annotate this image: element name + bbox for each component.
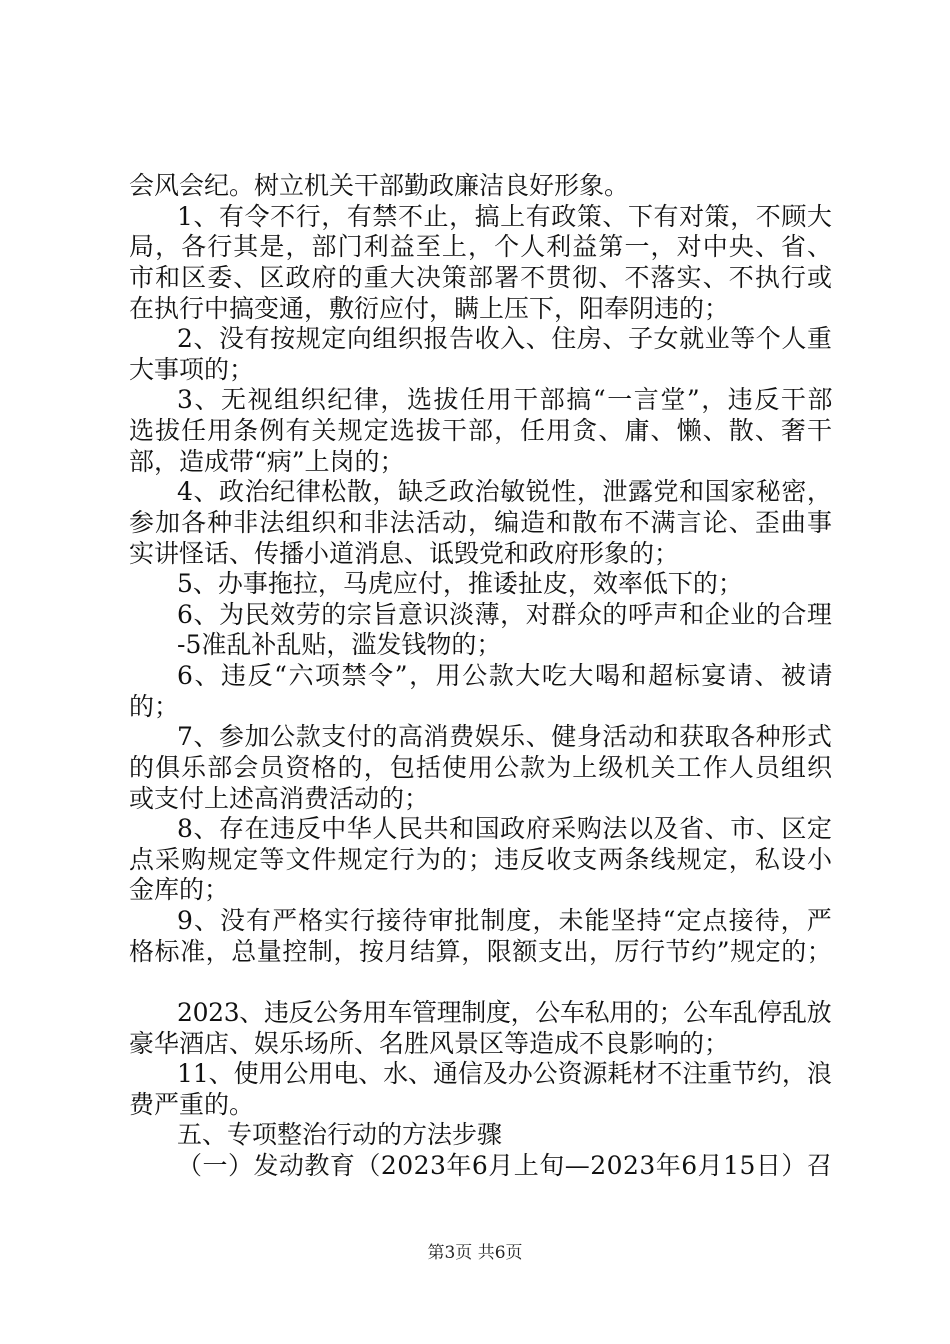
text-line-9: 选拔任用条例有关规定选拔干部，任用贪、庸、懒、散、奢干: [129, 416, 834, 445]
text-line-28: 豪华酒店、娱乐场所、名胜风景区等造成不良影响的；: [129, 1029, 730, 1058]
text-line-7: 大事项的；: [129, 355, 255, 384]
text-line-10: 部，造成带“病”上岗的；: [129, 447, 405, 476]
text-line-4: 市和区委、区政府的重大决策部署不贯彻、不落实、不执行或: [129, 263, 834, 292]
text-line-30: 费严重的。: [129, 1090, 255, 1119]
text-line-24: 金库的；: [129, 875, 230, 904]
text-line-32: （一）发动教育（2023年6月上旬—2023年6月15日）召: [177, 1151, 833, 1180]
text-line-14: 5、办事拖拉，马虎应付，推诿扯皮，效率低下的；: [177, 569, 743, 598]
page-footer: 第3页 共6页: [427, 1243, 523, 1263]
text-line-20: 的俱乐部会员资格的，包括使用公款为上级机关工作人员组织: [129, 753, 834, 782]
text-line-31: 五、专项整治行动的方法步骤: [177, 1120, 503, 1149]
text-line-22: 8、存在违反中华人民共和国政府采购法以及省、市、区定: [177, 814, 833, 843]
text-line-8: 3、无视组织纪律，选拔任用干部搞“一言堂”，违反干部: [177, 385, 835, 414]
text-line-2: 1、有令不行，有禁不止，搞上有政策、下有对策，不顾大: [177, 202, 833, 231]
text-line-25: 9、没有严格实行接待审批制度，未能坚持“定点接待，严: [177, 906, 833, 935]
text-line-3: 局，各行其是，部门利益至上，个人利益第一，对中央、省、: [129, 232, 834, 261]
text-line-18: 的；: [129, 692, 180, 721]
text-line-27: 2023、违反公务用车管理制度，公车私用的；公车乱停乱放: [177, 998, 832, 1027]
text-line-1: 会风会纪。树立机关干部勤政廉洁良好形象。: [129, 171, 630, 200]
text-line-5: 在执行中搞变通，敷衍应付，瞒上压下，阳奉阴违的；: [129, 294, 730, 323]
text-line-11: 4、政治纪律松散，缺乏政治敏锐性，泄露党和国家秘密，: [177, 477, 833, 506]
text-line-23: 点采购规定等文件规定行为的；违反收支两条线规定，私设小: [129, 845, 834, 874]
text-line-29: 11、使用公用电、水、通信及办公资源耗材不注重节约，浪: [177, 1059, 832, 1088]
text-line-13: 实讲怪话、传播小道消息、诋毁党和政府形象的；: [129, 539, 680, 568]
text-line-26: 格标准，总量控制，按月结算，限额支出，厉行节约”规定的；: [129, 937, 833, 966]
text-line-21: 或支付上述高消费活动的；: [129, 784, 430, 813]
text-line-17: 6、违反“六项禁令”，用公款大吃大喝和超标宴请、被请: [177, 661, 835, 690]
text-line-19: 7、参加公款支付的高消费娱乐、健身活动和获取各种形式: [177, 722, 833, 751]
text-line-6: 2、没有按规定向组织报告收入、住房、子女就业等个人重: [177, 324, 833, 353]
text-line-16: -5准乱补乱贴，滥发钱物的；: [177, 630, 502, 659]
text-line-12: 参加各种非法组织和非法活动，编造和散布不满言论、歪曲事: [129, 508, 834, 537]
text-line-15: 6、为民效劳的宗旨意识淡薄，对群众的呼声和企业的合理: [177, 600, 833, 629]
